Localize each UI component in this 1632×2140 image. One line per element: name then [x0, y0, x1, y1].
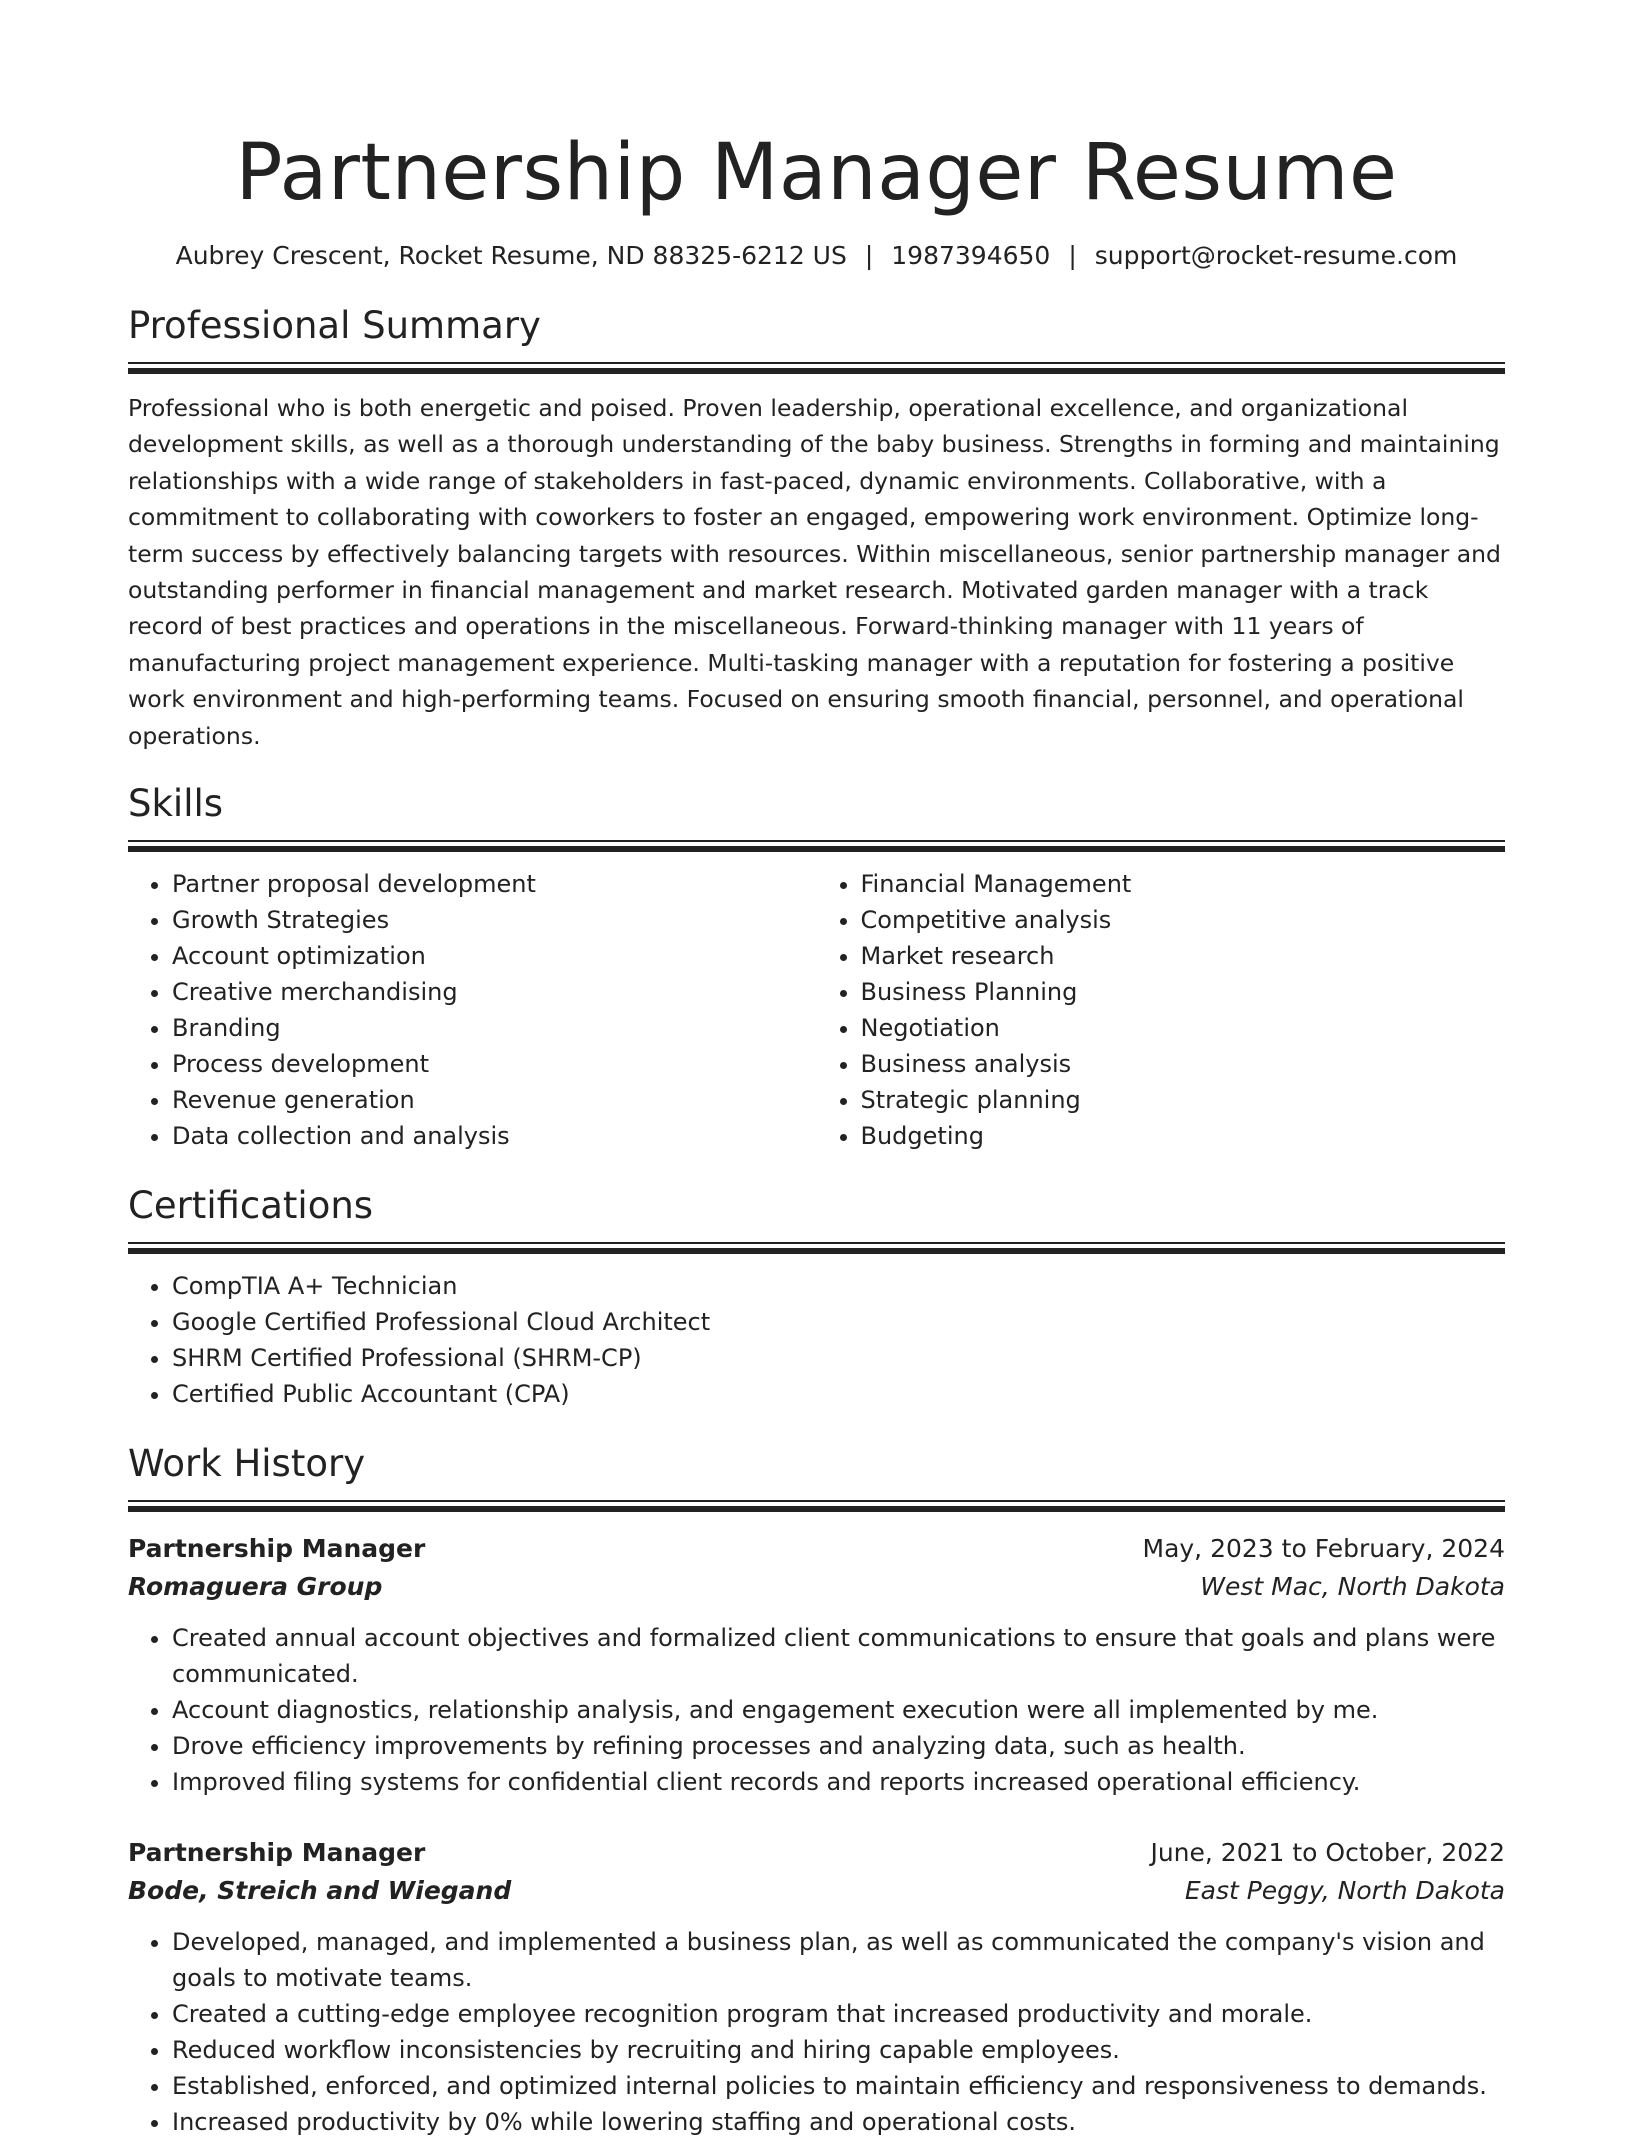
job-bullet: • Account diagnostics, relationship analysis, and engagement execution were all implemented by me.	[172, 1692, 1505, 1728]
section-divider	[128, 840, 1505, 852]
certifications-section	[128, 1182, 1505, 1412]
certification-item: • SHRM Certified Professional (SHRM-CP)	[172, 1340, 1505, 1376]
job-bullet: • Created a cutting-edge employee recognition program that increased productivity and morale.	[172, 1996, 1505, 2032]
skill-item: • Strategic planning	[861, 1082, 1506, 1118]
contact-email: support@rocket-resume.com	[1094, 241, 1458, 270]
skill-item: • Budgeting	[861, 1118, 1506, 1154]
job-location: East Peggy, North Dakota	[1184, 1876, 1505, 1906]
job-entry	[128, 1530, 1505, 1800]
skill-item: • Creative merchandising	[172, 974, 817, 1010]
skill-item: • Competitive analysis	[861, 902, 1506, 938]
section-divider	[128, 362, 1505, 374]
job-bullet: • Improved filing systems for confidential client records and reports increased operational efficiency.	[172, 1764, 1505, 1800]
skills-heading: Skills	[128, 782, 224, 826]
skills-list-left	[128, 866, 817, 1154]
skill-item: • Revenue generation	[172, 1082, 817, 1118]
job-bullet: • Developed, managed, and implemented a business plan, as well as communicated the company's vision and goals to motivate teams.	[172, 1924, 1505, 1996]
skill-item: • Negotiation	[861, 1010, 1506, 1046]
job-bullet: • Created annual account objectives and formalized client communications to ensure that goals and plans were communicated.	[172, 1620, 1505, 1692]
skill-item: • Branding	[172, 1010, 817, 1046]
skill-item: • Data collection and analysis	[172, 1118, 817, 1154]
job-entry	[128, 1834, 1505, 2140]
skills-list-right	[817, 866, 1506, 1154]
job-bullets	[128, 1620, 1505, 1800]
work-history-heading: Work History	[128, 1442, 366, 1486]
certifications-list	[128, 1268, 1505, 1412]
page-title: Partnership Manager Resume	[235, 128, 1398, 218]
job-bullet: • Reduced workflow inconsistencies by recruiting and hiring capable employees.	[172, 2032, 1505, 2068]
summary-text: Professional who is both energetic and poised. Proven leadership, operational excellence, and organizational development skills, as well as a thorough understanding of the baby business. Strengths in forming and maintaining relationships with a wide range of stakeholders in fast-paced, dynamic environments. Collaborative, with a commitment to collaborating with coworkers to foster an engaged, empowering work environment. Optimize long-term success by effectively balancing targets with resources. Within miscellaneous, senior partnership manager and outstanding performer in financial management and market research. Motivated garden manager with a track record of best practices and operations in the miscellaneous. Forward-thinking manager with 11 years of manufacturing project management experience. Multi-tasking manager with a reputation for fostering a positive work environment and high-performing teams. Focused on ensuring smooth financial, personnel, and operational operations.	[128, 394, 1501, 750]
summary-heading: Professional Summary	[128, 304, 541, 347]
job-header-row	[128, 1834, 1505, 1872]
skill-item: • Business analysis	[861, 1046, 1506, 1082]
job-bullet: • Drove efficiency improvements by refining processes and analyzing data, such as health.	[172, 1728, 1505, 1764]
job-location: West Mac, North Dakota	[1200, 1572, 1505, 1602]
job-company: Bode, Streich and Wiegand	[128, 1876, 512, 1906]
job-header-row	[128, 1530, 1505, 1568]
summary-section	[128, 302, 1505, 754]
skill-item: • Market research	[861, 938, 1506, 974]
contact-address: Aubrey Crescent, Rocket Resume, ND 88325-6212 US	[175, 241, 847, 270]
job-dates: May, 2023 to February, 2024	[1142, 1534, 1505, 1564]
section-divider	[128, 1242, 1505, 1254]
work-history-section	[128, 1440, 1505, 2140]
certifications-heading: Certifications	[128, 1184, 374, 1228]
skills-section	[128, 780, 1505, 1154]
job-title: Partnership Manager	[128, 1838, 426, 1868]
job-dates: June, 2021 to October, 2022	[1150, 1838, 1505, 1868]
skill-item: • Account optimization	[172, 938, 817, 974]
skill-item: • Process development	[172, 1046, 817, 1082]
contact-separator: |	[864, 241, 874, 270]
skill-item: • Financial Management	[861, 866, 1506, 902]
job-company-row	[128, 1872, 1505, 1910]
job-bullets	[128, 1924, 1505, 2140]
job-company: Romaguera Group	[128, 1572, 383, 1602]
resume-page	[128, 0, 1505, 2140]
skills-grid	[128, 866, 1505, 1154]
job-company-row	[128, 1568, 1505, 1606]
contact-line	[128, 238, 1505, 274]
certification-item: • Google Certified Professional Cloud Architect	[172, 1304, 1505, 1340]
contact-phone: 1987394650	[891, 241, 1051, 270]
skill-item: • Business Planning	[861, 974, 1506, 1010]
job-bullet: • Increased productivity by 0% while lowering staffing and operational costs.	[172, 2104, 1505, 2140]
contact-separator: |	[1068, 241, 1077, 270]
section-divider	[128, 1500, 1505, 1512]
job-title: Partnership Manager	[128, 1534, 426, 1564]
skill-item: • Partner proposal development	[172, 866, 817, 902]
certification-item: • Certified Public Accountant (CPA)	[172, 1376, 1505, 1412]
skill-item: • Growth Strategies	[172, 902, 817, 938]
job-bullet: • Established, enforced, and optimized internal policies to maintain efficiency and responsiveness to demands.	[172, 2068, 1505, 2104]
certification-item: • CompTIA A+ Technician	[172, 1268, 1505, 1304]
